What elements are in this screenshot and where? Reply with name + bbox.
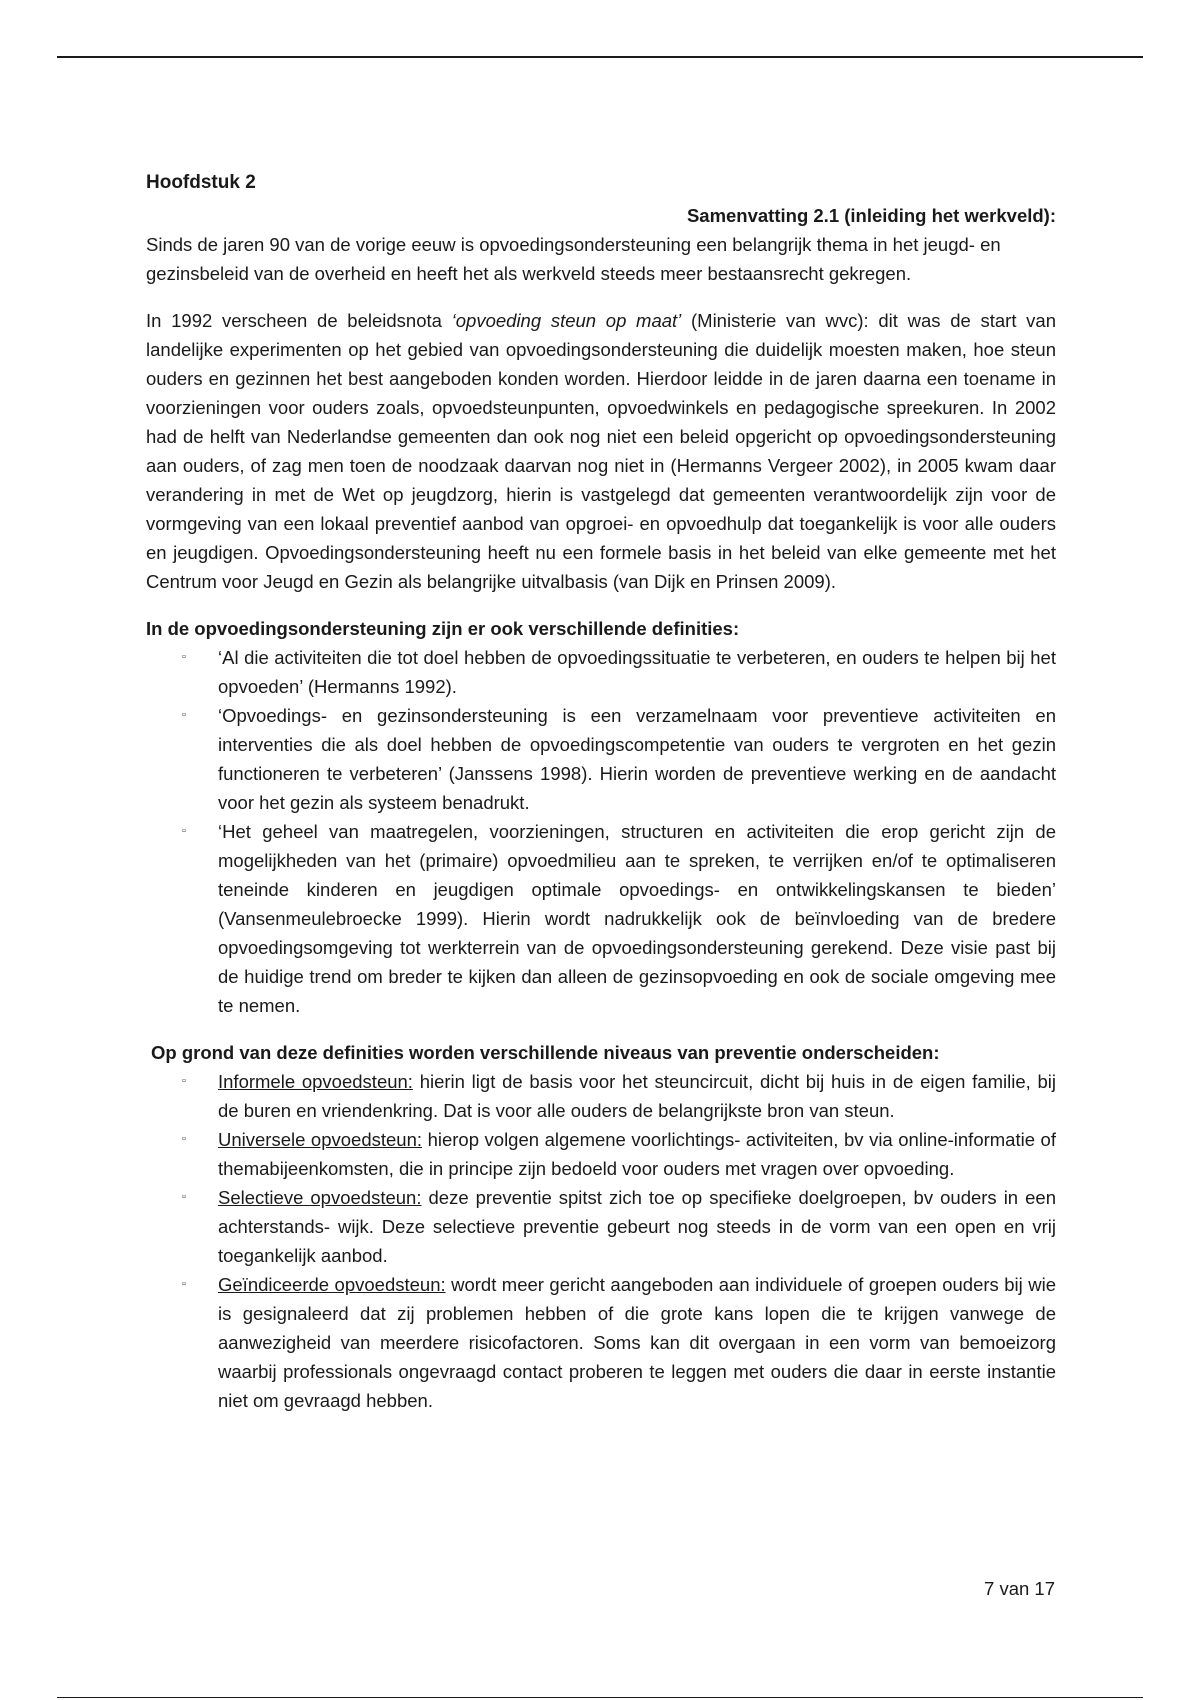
definitions-list — [146, 643, 1056, 1020]
bullet-icon: ▫ — [182, 825, 186, 837]
bullet-icon: ▫ — [182, 709, 186, 721]
chapter-heading: Hoofdstuk 2 — [146, 172, 256, 193]
bullet-icon: ▫ — [182, 1191, 186, 1203]
level-term: Universele opvoedsteun: — [218, 1129, 423, 1150]
level-text: deze preventie spitst zich toe op specifieke doelgroepen, bv ouders in een achterstands- wijk. Deze selectieve preventie gebeurt nog steeds in de vorm van een open en vrij toegankelijk aanbod. — [218, 1187, 1056, 1266]
level-term: Informele opvoedsteun: — [218, 1071, 413, 1092]
definitions-heading: In de opvoedingsondersteuning zijn er ook verschillende definities: — [146, 618, 740, 639]
intro-paragraph: Sinds de jaren 90 van de vorige eeuw is opvoedingsondersteuning een belangrijk thema in het jeugd- en gezinsbeleid van de overheid en heeft het als werkveld steeds meer bestaansrecht gekregen. — [146, 234, 1001, 284]
level-term: Geïndiceerde opvoedsteun: — [218, 1274, 446, 1295]
definition-item — [182, 817, 1056, 1020]
header-rule — [57, 56, 1143, 58]
definition-text: ‘Al die activiteiten die tot doel hebben de opvoedingssituatie te verbeteren, en ouders te helpen bij het opvoeden’ (Hermanns 1992). — [218, 647, 1056, 697]
bullet-icon: ▫ — [182, 1278, 186, 1290]
history-text-rest: (Ministerie van wvc): dit was de start van landelijke experimenten op het gebied van opvoedingsondersteuning die duidelijk moesten maken, hoe steun ouders en gezinnen het best aangeboden konden worden. Hierdoor leidde in de jaren daarna een toename in voorzieningen voor ouders zoals, opvoedsteunpunten, opvoedwinkels en pedagogische spreekuren. In 2002 had de helft van Nederlandse gemeenten dan ook nog niet een beleid opgericht op opvoedingsondersteuning aan ouders, of zag men toen de noodzaak daarvan nog niet in (Hermanns Vergeer 2002), in 2005 kwam daar verandering in met de Wet op jeugdzorg, hierin is vastgelegd dat gemeenten verantwoordelijk zijn voor de vormgeving van een lokaal preventief aanbod van opgroei- en opvoedhulp dat toegankelijk is voor alle ouders en jeugdigen. Opvoedingsondersteuning heeft nu een formele basis in het beleid van elke gemeente met het Centrum voor Jeugd en Gezin als belangrijke uitvalbasis (van Dijk en Prinsen 2009). — [146, 310, 1056, 592]
prevention-level-item — [182, 1183, 1056, 1270]
level-text: hierop volgen algemene voorlichtings- activiteiten, bv via online-informatie of themabijeenkomsten, die in principe zijn bedoeld voor ouders met vragen over opvoeding. — [218, 1129, 1056, 1179]
definition-item — [182, 643, 1056, 701]
document-page — [146, 168, 1056, 1433]
prevention-levels-list — [146, 1067, 1056, 1415]
footer-rule — [57, 1697, 1143, 1698]
prevention-level-item — [182, 1125, 1056, 1183]
prevention-level-item — [182, 1270, 1056, 1415]
levels-heading: Op grond van deze definities worden verschillende niveaus van preventie onderscheiden: — [151, 1042, 940, 1063]
page-number: 7 van 17 — [984, 1578, 1055, 1599]
level-text: wordt meer gericht aangeboden aan individuele of groepen ouders bij wie is gesignaleerd dat zij problemen hebben of die grote kans lopen die te krijgen vanwege de aanwezigheid van meerdere risicofactoren. Soms kan dit overgaan in een vorm van bemoeizorg waarbij professionals ongevraagd contact proberen te leggen met ouders die daar in eerste instantie niet om gevraagd hebben. — [218, 1274, 1056, 1411]
level-term: Selectieve opvoedsteun: — [218, 1187, 422, 1208]
history-paragraph — [146, 306, 1056, 596]
definition-text: ‘Opvoedings- en gezinsondersteuning is een verzamelnaam voor preventieve activiteiten en interventies die als doel hebben de opvoedingscompetentie van ouders te vergroten en het gezin functioneren te verbeteren’ (Janssens 1998). Hierin worden de preventieve werking en de aandacht voor het gezin als systeem benadrukt. — [218, 705, 1056, 813]
level-text: hierin ligt de basis voor het steuncircuit, dicht bij huis in de eigen familie, bij de buren en vriendenkring. Dat is voor alle ouders de belangrijkste bron van steun. — [218, 1071, 1056, 1121]
definition-item — [182, 701, 1056, 817]
policy-note-title: ‘opvoeding steun op maat’ — [451, 310, 682, 331]
section-title: Samenvatting 2.1 (inleiding het werkveld): — [686, 205, 1056, 226]
definition-text: ‘Het geheel van maatregelen, voorzieningen, structuren en activiteiten die erop gericht zijn de mogelijkheden van het (primaire) opvoedmilieu aan te spreken, te verrijken en/of te optimaliseren teneinde kinderen en jeugdigen optimale opvoedings- en ontwikkelingskansen te bieden’ (Vansenmeulebroecke 1999). Hierin wordt nadrukkelijk ook de beïnvloeding van de bredere opvoedingsomgeving tot werkterrein van de opvoedingsondersteuning gerekend. Deze visie past bij de huidige trend om breder te kijken dan alleen de gezinsopvoeding en ook de sociale omgeving mee te nemen. — [218, 821, 1056, 1016]
bullet-icon: ▫ — [182, 1133, 186, 1145]
bullet-icon: ▫ — [182, 1075, 186, 1087]
prevention-level-item — [182, 1067, 1056, 1125]
history-text-start: In 1992 verscheen de beleidsnota — [146, 310, 452, 331]
bullet-icon: ▫ — [182, 651, 186, 663]
